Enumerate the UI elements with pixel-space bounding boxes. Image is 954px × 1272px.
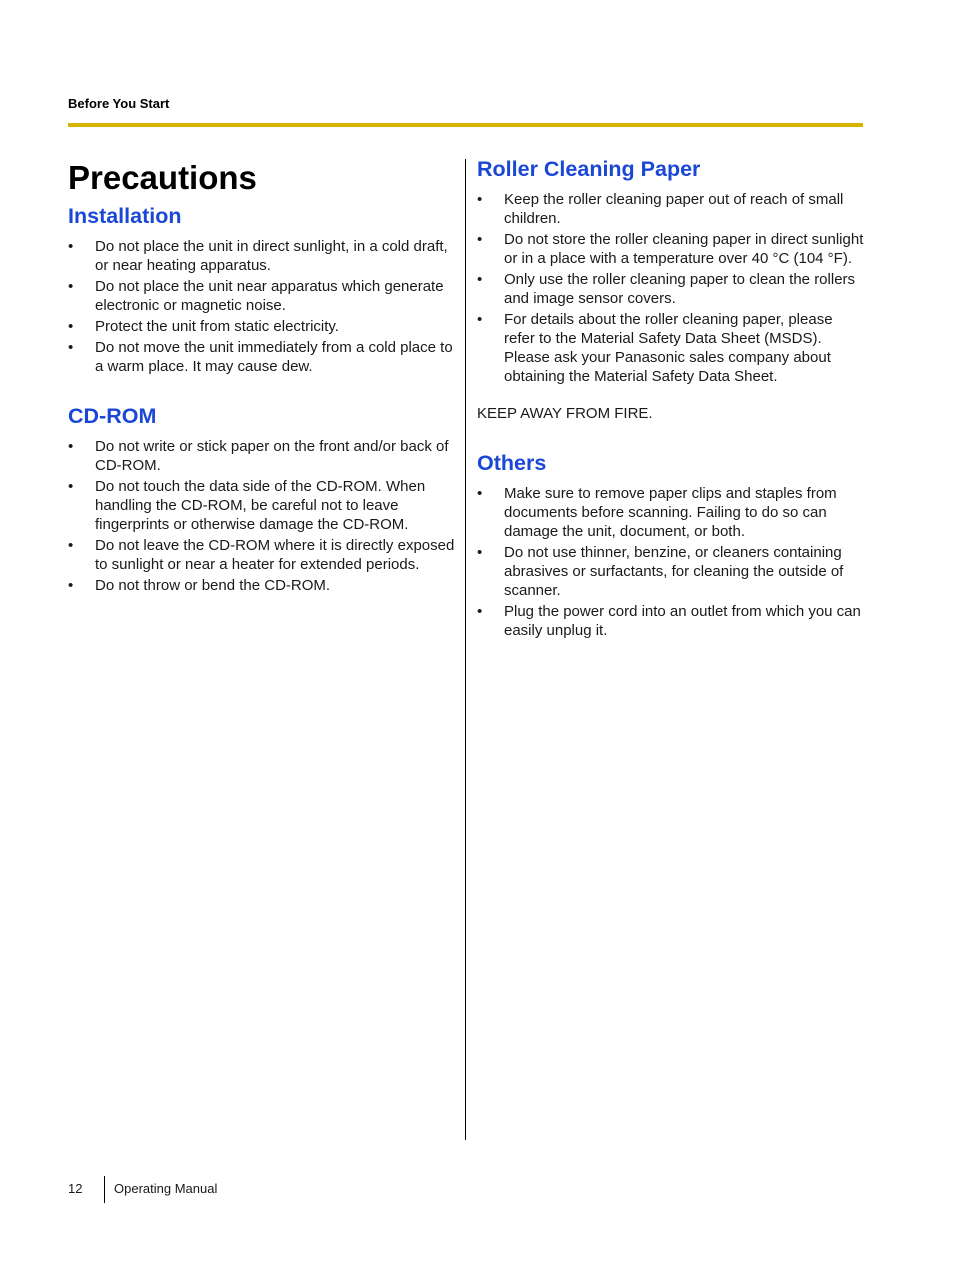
bullet-icon: • xyxy=(477,231,483,248)
list-item: • Protect the unit from static electricity. xyxy=(68,318,339,335)
page-number: 12 xyxy=(68,1181,83,1196)
bullet-icon: • xyxy=(477,603,483,620)
bullet-icon: • xyxy=(68,438,74,455)
header-rule xyxy=(68,123,863,127)
roller-cleaning-paper-heading: Roller Cleaning Paper xyxy=(477,157,701,181)
cdrom-heading: CD-ROM xyxy=(68,404,157,428)
list-item: • Do not place the unit in direct sunlight, in a cold draft, or near heating apparatus. xyxy=(68,238,448,274)
running-header: Before You Start xyxy=(68,96,170,111)
fire-warning: KEEP AWAY FROM FIRE. xyxy=(477,405,653,422)
bullet-icon: • xyxy=(68,238,74,255)
bullet-icon: • xyxy=(68,318,74,335)
roller-list xyxy=(477,190,867,386)
list-item: • Do not store the roller cleaning paper in direct sunlight or in a place with a temperature over 40 °C (104 °F). xyxy=(477,231,864,267)
bullet-icon: • xyxy=(477,271,483,288)
installation-heading: Installation xyxy=(68,204,182,228)
list-item: • For details about the roller cleaning paper, please refer to the Material Safety Data Sheet (MSDS). Please ask your Panasonic sales company about obtaining the Material Safety Data Sheet. xyxy=(477,311,833,385)
list-item: • Do not move the unit immediately from a cold place to a warm place. It may cause dew. xyxy=(68,339,453,375)
bullet-icon: • xyxy=(68,478,74,495)
footer-doc-title: Operating Manual xyxy=(114,1181,218,1196)
cdrom-list xyxy=(68,437,456,595)
bullet-icon: • xyxy=(477,485,483,502)
list-item: • Do not throw or bend the CD-ROM. xyxy=(68,577,331,594)
list-item: • Keep the roller cleaning paper out of reach of small children. xyxy=(477,191,844,227)
list-item: • Do not write or stick paper on the front and/or back of CD-ROM. xyxy=(68,438,449,474)
bullet-icon: • xyxy=(477,311,483,328)
list-item: • Only use the roller cleaning paper to clean the rollers and image sensor covers. xyxy=(477,271,856,307)
list-item: • Do not leave the CD-ROM where it is directly exposed to sunlight or near a heater for extended periods. xyxy=(68,537,455,573)
list-item: • Plug the power cord into an outlet from which you can easily unplug it. xyxy=(477,603,861,639)
others-heading: Others xyxy=(477,451,547,475)
right-column xyxy=(477,152,867,642)
bullet-icon: • xyxy=(68,339,74,356)
bullet-icon: • xyxy=(477,544,483,561)
list-item: • Do not place the unit near apparatus which generate electronic or magnetic noise. xyxy=(68,278,444,314)
installation-list xyxy=(68,237,456,376)
bullet-icon: • xyxy=(68,577,74,594)
list-item: • Do not touch the data side of the CD-ROM. When handling the CD-ROM, be careful not to leave fingerprints or otherwise damage the CD-ROM. xyxy=(68,478,426,533)
list-item: • Make sure to remove paper clips and staples from documents before scanning. Failing to do so can damage the unit, document, or both. xyxy=(477,485,837,540)
footer-divider xyxy=(104,1176,105,1203)
column-divider xyxy=(465,159,466,1140)
left-column xyxy=(68,150,456,597)
page-title: Precautions xyxy=(68,159,257,196)
others-list xyxy=(477,484,867,640)
bullet-icon: • xyxy=(477,191,483,208)
bullet-icon: • xyxy=(68,537,74,554)
bullet-icon: • xyxy=(68,278,74,295)
list-item: • Do not use thinner, benzine, or cleaners containing abrasives or surfactants, for cleaning the outside of scanner. xyxy=(477,544,844,599)
